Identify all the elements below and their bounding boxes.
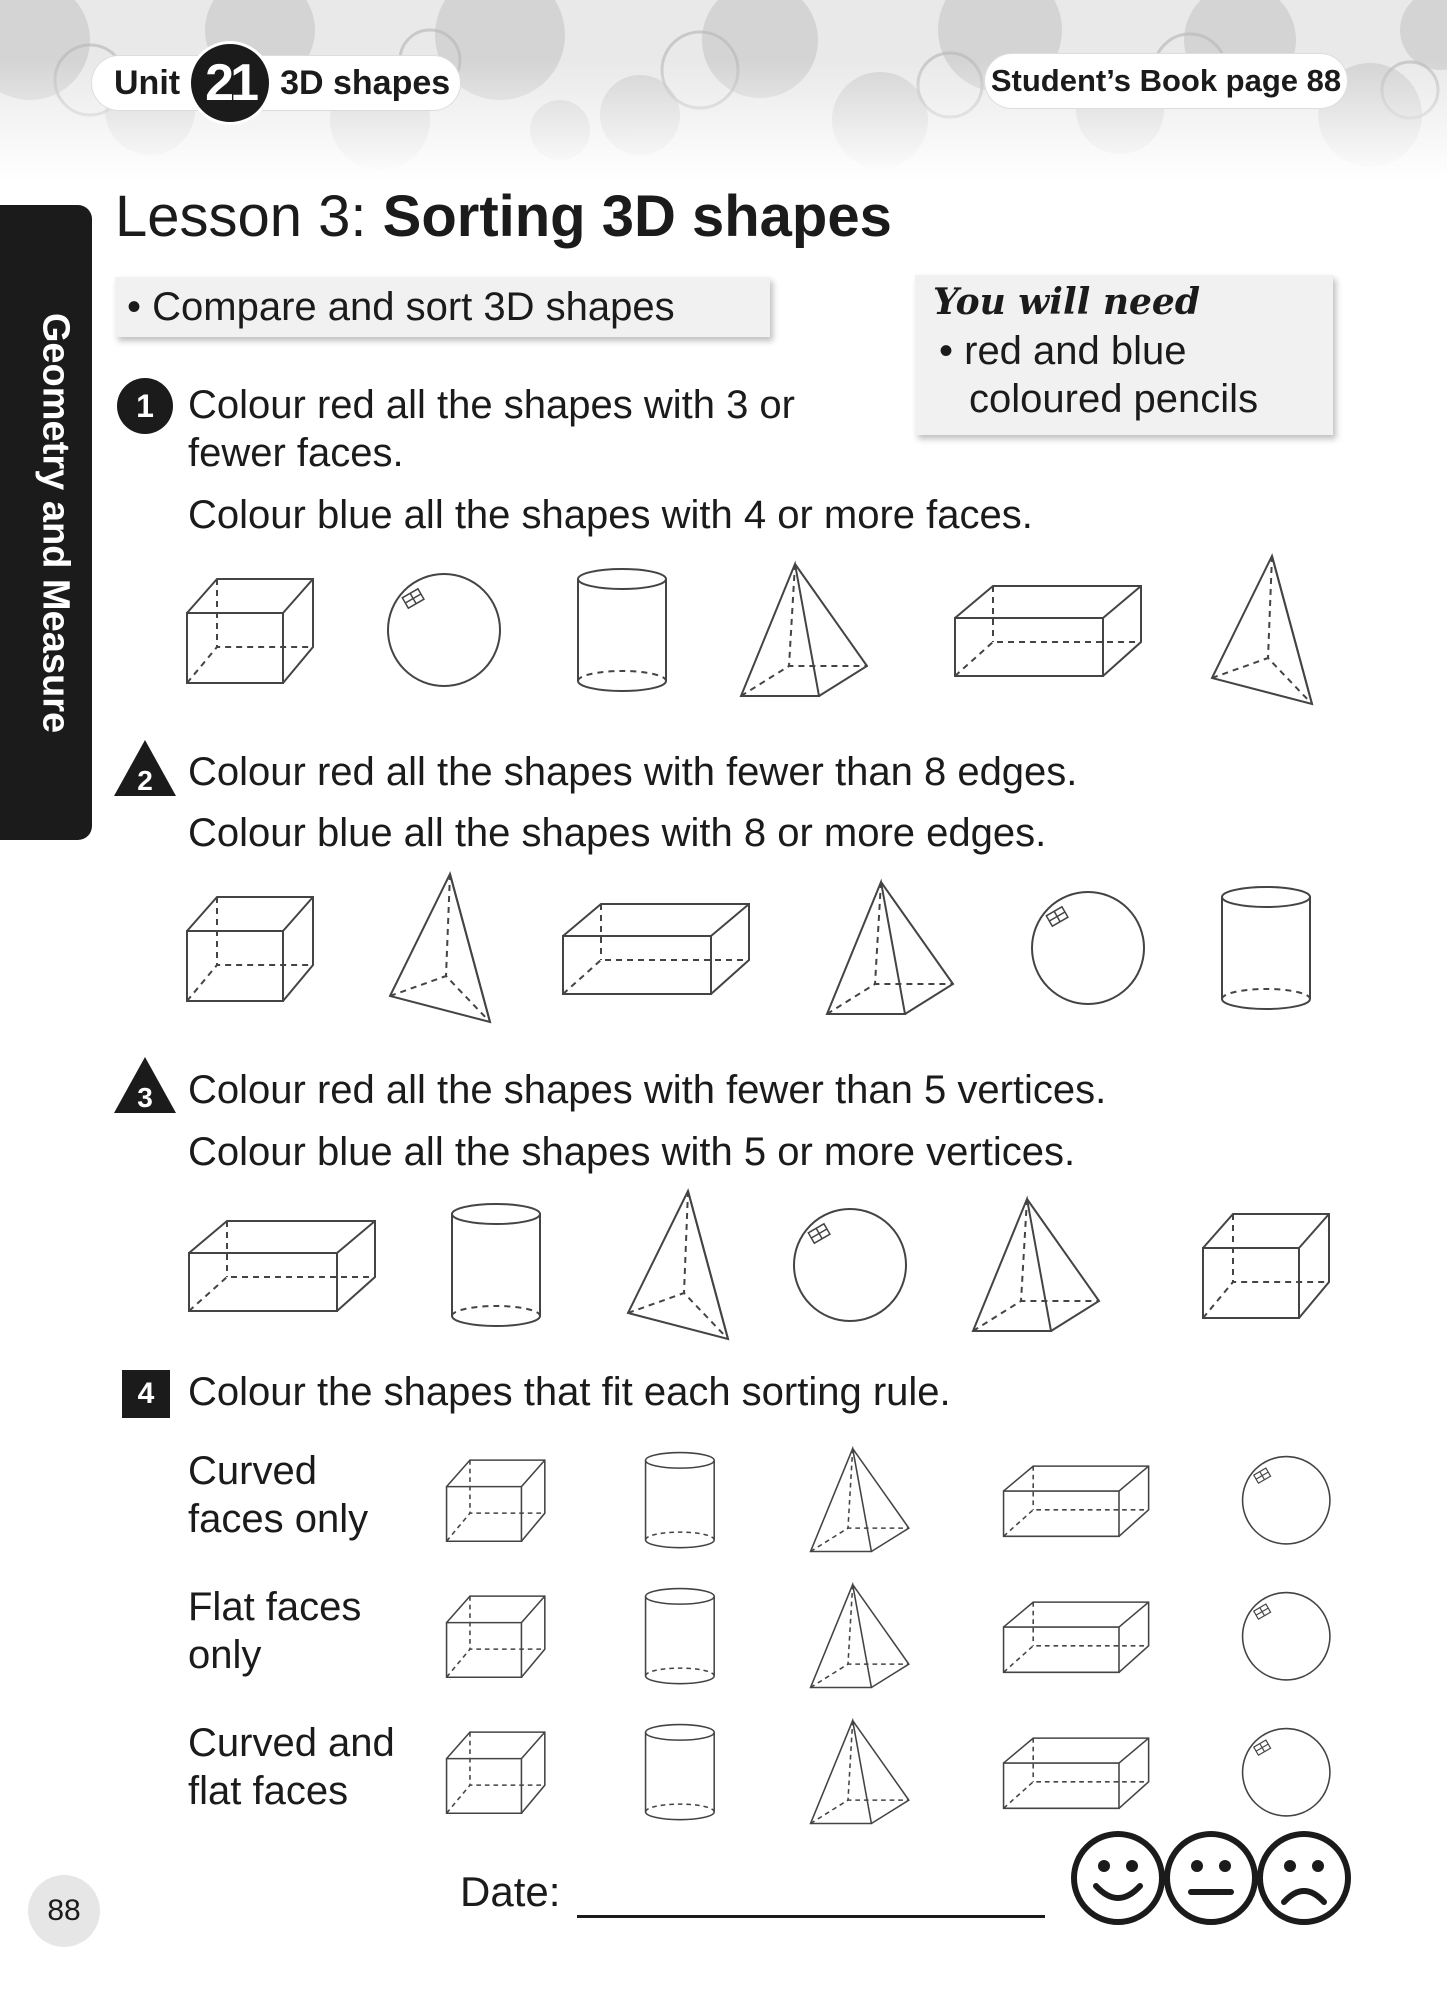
question-number-1: 1 [117, 378, 173, 434]
lesson-title: Sorting 3D shapes [382, 184, 892, 249]
cylinder-icon[interactable] [576, 567, 668, 693]
question-2-line2: Colour blue all the shapes with 8 or more edges. [188, 811, 1047, 855]
side-tab [0, 205, 92, 840]
question-number-3-triangle [112, 1055, 178, 1115]
square-pyramid-icon[interactable] [809, 1583, 910, 1689]
square-pyramid-icon[interactable] [739, 562, 869, 698]
book-reference: Student’s Book page 88 [985, 54, 1347, 108]
page-title [115, 183, 892, 250]
sorting-rule-curved-and-flat [188, 1719, 395, 1815]
question-2-line1: Colour red all the shapes with fewer than 8 edges. [188, 750, 1078, 794]
cylinder-icon[interactable] [644, 1451, 716, 1549]
cuboid-icon[interactable] [953, 582, 1143, 678]
question-1-line2: fewer faces. [188, 431, 404, 475]
question-number-2: 2 [137, 765, 153, 796]
rule-label-line1: Curved [188, 1449, 317, 1493]
unit-badge [92, 56, 460, 110]
triangular-pyramid-icon[interactable] [1210, 554, 1314, 706]
question-1-line3: Colour blue all the shapes with 4 or more faces. [188, 493, 1033, 537]
unit-number: 21 [188, 41, 272, 125]
cylinder-icon[interactable] [644, 1587, 716, 1685]
smiley-face-icon[interactable] [1070, 1830, 1166, 1926]
rule-label-line1: Curved and [188, 1721, 395, 1765]
cuboid-icon[interactable] [187, 1217, 377, 1313]
question-3-line2: Colour blue all the shapes with 5 or more vertices. [188, 1130, 1076, 1174]
objective-note: • Compare and sort 3D shapes [115, 277, 770, 337]
cube-icon[interactable] [185, 893, 315, 1003]
cuboid-icon[interactable] [1002, 1735, 1150, 1810]
cylinder-icon[interactable] [644, 1723, 716, 1821]
question-4-line1: Colour the shapes that fit each sorting rule. [188, 1370, 951, 1414]
cylinder-icon[interactable] [450, 1202, 542, 1328]
unit-word: Unit [114, 63, 181, 102]
question-number-2-triangle [112, 738, 178, 798]
sphere-icon[interactable] [1241, 1455, 1331, 1545]
cube-icon[interactable] [445, 1729, 546, 1815]
question-3-line1: Colour red all the shapes with fewer than 5 vertices. [188, 1068, 1107, 1112]
rule-label-line2: only [188, 1633, 262, 1677]
question-number-4: 4 [122, 1370, 170, 1418]
square-pyramid-icon[interactable] [809, 1719, 910, 1825]
cuboid-icon[interactable] [1002, 1463, 1150, 1538]
cuboid-icon[interactable] [1002, 1599, 1150, 1674]
sphere-icon[interactable] [792, 1207, 908, 1323]
rule-label-line2: flat faces [188, 1769, 349, 1813]
triangular-pyramid-icon[interactable] [388, 872, 492, 1024]
sorting-rule-flat-only [188, 1583, 361, 1679]
need-item-line1: • red and blue [939, 329, 1187, 373]
need-item-line2: coloured pencils [969, 377, 1259, 421]
square-pyramid-icon[interactable] [971, 1197, 1101, 1333]
cylinder-icon[interactable] [1220, 885, 1312, 1011]
you-will-need-title: You will need [933, 281, 1200, 323]
page-number: 88 [28, 1875, 100, 1947]
sad-face-icon[interactable] [1256, 1830, 1352, 1926]
cuboid-icon[interactable] [561, 900, 751, 996]
lesson-prefix: Lesson 3: [115, 184, 367, 249]
cube-icon[interactable] [445, 1457, 546, 1543]
date-label: Date: [460, 1868, 561, 1915]
sorting-rule-curved-only [188, 1447, 368, 1543]
rule-label-line1: Flat faces [188, 1585, 362, 1629]
sphere-icon[interactable] [1030, 890, 1146, 1006]
cube-icon[interactable] [185, 575, 315, 685]
rule-label-line2: faces only [188, 1497, 369, 1541]
neutral-face-icon[interactable] [1163, 1830, 1259, 1926]
you-will-need-box [915, 275, 1333, 435]
triangular-pyramid-icon[interactable] [626, 1189, 730, 1341]
date-input-line[interactable] [577, 1915, 1045, 1918]
side-tab-label: Geometry and Measure [34, 312, 77, 733]
sphere-icon[interactable] [386, 572, 502, 688]
square-pyramid-icon[interactable] [809, 1447, 910, 1553]
sphere-icon[interactable] [1241, 1727, 1331, 1817]
question-1-line1: Colour red all the shapes with 3 or [188, 383, 795, 427]
square-pyramid-icon[interactable] [825, 880, 955, 1016]
question-number-3: 3 [137, 1082, 153, 1113]
cube-icon[interactable] [1201, 1210, 1331, 1320]
sphere-icon[interactable] [1241, 1591, 1331, 1681]
cube-icon[interactable] [445, 1593, 546, 1679]
unit-topic: 3D shapes [280, 63, 451, 102]
